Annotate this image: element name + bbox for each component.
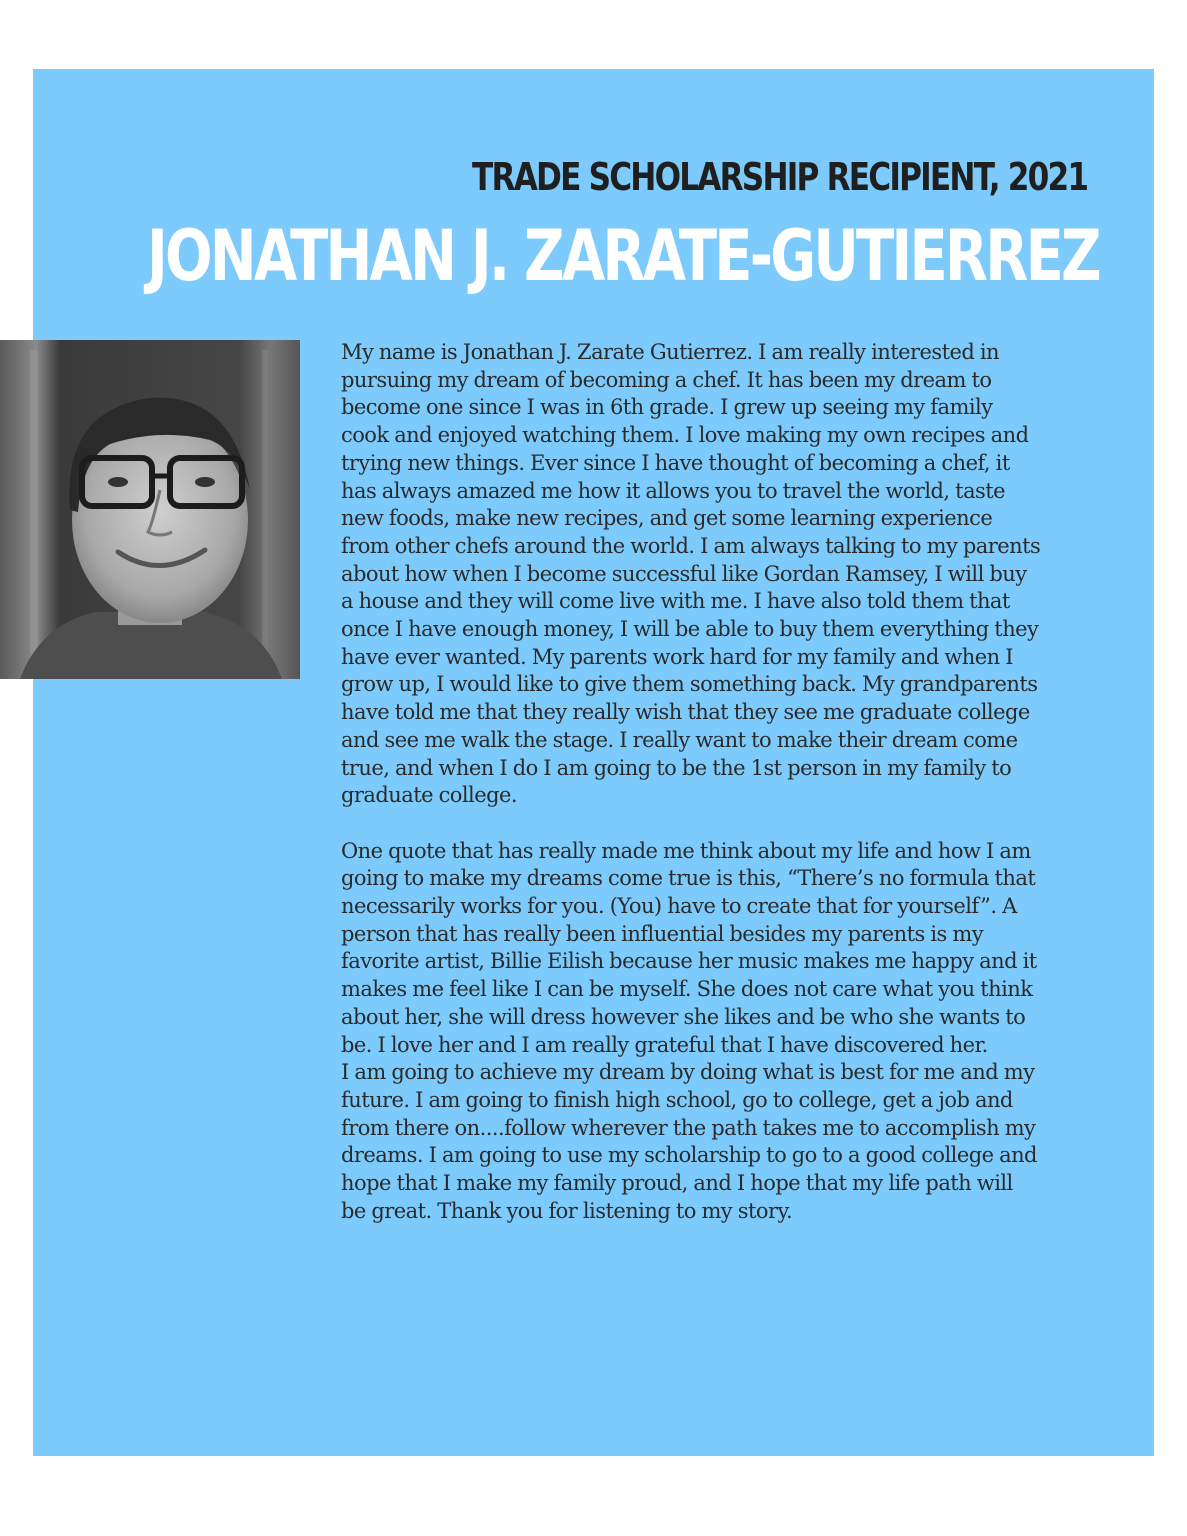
essay-line: become one since I was in 6th grade. I grew up seeing my family: [341, 395, 993, 420]
essay-line: be. I love her and I am really grateful that I have discovered her.: [341, 1032, 988, 1057]
essay-paragraph-1: [341, 339, 1111, 810]
essay-line: trying new things. Ever since I have thought of becoming a chef, it: [341, 450, 1010, 475]
essay-line: be great. Thank you for listening to my story.: [341, 1198, 793, 1223]
essay-line: new foods, make new recipes, and get some learning experience: [341, 506, 993, 531]
essay-text: [341, 339, 1111, 1253]
essay-paragraph-2: [341, 838, 1111, 1226]
essay-line: dreams. I am going to use my scholarship to go to a good college and: [341, 1143, 1037, 1168]
essay-line: One quote that has really made me think about my life and how I am: [341, 838, 1031, 863]
essay-line: person that has really been influential besides my parents is my: [341, 921, 984, 946]
essay-line: cook and enjoyed watching them. I love making my own recipes and: [341, 423, 1029, 448]
essay-line: have told me that they really wish that they see me graduate college: [341, 700, 1030, 725]
essay-line: makes me feel like I can be myself. She does not care what you think: [341, 977, 1033, 1002]
essay-line: and see me walk the stage. I really want to make their dream come: [341, 727, 1018, 752]
essay-line: going to make my dreams come true is this, “There’s no formula that: [341, 866, 1036, 891]
essay-line: necessarily works for you. (You) have to create that for yourself”. A: [341, 894, 1017, 919]
essay-line: has always amazed me how it allows you to travel the world, taste: [341, 478, 1006, 503]
essay-line: about how when I become successful like Gordan Ramsey, I will buy: [341, 561, 1027, 586]
essay-line: I am going to achieve my dream by doing what is best for me and my: [341, 1060, 1035, 1085]
essay-line: true, and when I do I am going to be the 1st person in my family to: [341, 755, 1012, 780]
essay-line: pursuing my dream of becoming a chef. It has been my dream to: [341, 367, 992, 392]
essay-line: future. I am going to finish high school, go to college, get a job and: [341, 1087, 1013, 1112]
portrait-photo: [0, 340, 300, 679]
essay-line: once I have enough money, I will be able to buy them everything they: [341, 617, 1039, 642]
recipient-subtitle: TRADE SCHOLARSHIP RECIPIENT, 2021: [471, 155, 1087, 199]
essay-line: have ever wanted. My parents work hard for my family and when I: [341, 644, 1013, 669]
essay-line: from other chefs around the world. I am always talking to my parents: [341, 533, 1041, 558]
essay-line: from there on....follow wherever the path takes me to accomplish my: [341, 1115, 1036, 1140]
portrait-photo-icon: [0, 340, 300, 679]
essay-line: a house and they will come live with me. I have also told them that: [341, 589, 1010, 614]
essay-line: favorite artist, Billie Eilish because her music makes me happy and it: [341, 949, 1037, 974]
essay-line: graduate college.: [341, 783, 517, 808]
essay-line: about her, she will dress however she likes and be who she wants to: [341, 1004, 1026, 1029]
essay-line: hope that I make my family proud, and I hope that my life path will: [341, 1171, 1013, 1196]
recipient-name: JONATHAN J. ZARATE-GUTIERREZ: [147, 215, 1099, 297]
essay-line: My name is Jonathan J. Zarate Gutierrez. I am really interested in: [341, 340, 1000, 364]
essay-line: grow up, I would like to give them something back. My grandparents: [341, 672, 1038, 697]
